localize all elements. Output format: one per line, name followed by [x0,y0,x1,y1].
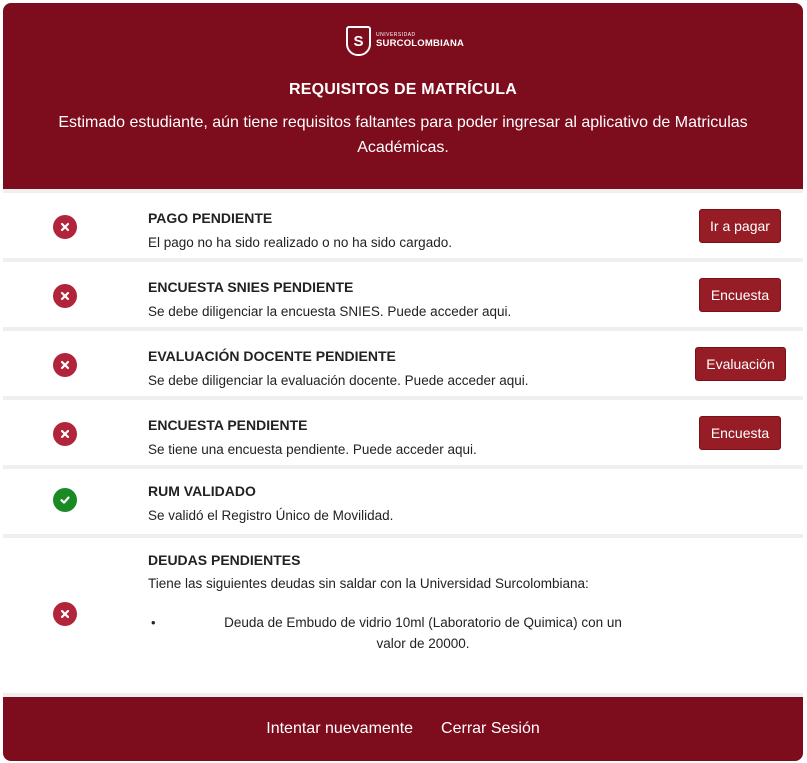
error-icon [53,422,77,446]
logout-link[interactable]: Cerrar Sesión [441,720,540,737]
debt-text: Deuda de Embudo de vidrio 10ml (Laboratorio de Quimica) con un valor de 20000. [224,615,622,651]
requirement-description: Tiene las siguientes deudas sin saldar con la Universidad Surcolombiana: [148,576,589,591]
requirement-title: EVALUACIÓN DOCENTE PENDIENTE [148,348,396,364]
requirement-row-rum [3,469,803,534]
footer-bar [3,697,803,761]
requirement-title: ENCUESTA PENDIENTE [148,417,308,433]
logo-big-text: SURCOLOMBIANA [376,38,465,50]
logo-small-text: UNIVERSIDAD [376,32,416,39]
error-icon [53,353,77,377]
retry-link[interactable]: Intentar nuevamente [266,720,414,737]
university-logo [346,25,464,57]
error-icon [53,602,77,626]
requirement-row-debts [3,538,803,693]
requirement-row-payment [3,193,803,258]
requirement-description: Se validó el Registro Único de Movilidad. [148,508,394,523]
error-icon [53,215,77,239]
snies-survey-button[interactable]: Encuesta [699,278,781,312]
requirement-title: RUM VALIDADO [148,483,256,499]
evaluation-button[interactable]: Evaluación [695,347,786,381]
requirement-title: DEUDAS PENDIENTES [148,552,301,568]
debt-list-item [148,612,648,654]
shield-logo-icon: S [346,26,371,56]
requirement-description: Se debe diligenciar la evaluación docente. Puede acceder aqui. [148,373,529,388]
requirement-description: El pago no ha sido realizado o no ha sido cargado. [148,235,452,250]
header-banner [3,3,803,189]
requirement-title: ENCUESTA SNIES PENDIENTE [148,279,354,295]
pay-button[interactable]: Ir a pagar [699,209,781,243]
requirement-description: Se tiene una encuesta pendiente. Puede acceder aqui. [148,442,477,457]
error-icon [53,284,77,308]
header-message: Estimado estudiante, aún tiene requisitos faltantes para poder ingresar al aplicativo de Matriculas Académicas. [58,114,748,156]
requirement-row-snies [3,262,803,327]
requirement-description: Se debe diligenciar la encuesta SNIES. Puede acceder aqui. [148,304,512,319]
requirement-row-survey [3,400,803,465]
check-icon [53,488,77,512]
bullet-icon: • [151,615,156,630]
page-title: REQUISITOS DE MATRÍCULA [288,81,517,98]
requirement-row-teacher-evaluation [3,331,803,396]
requirement-title: PAGO PENDIENTE [148,210,273,226]
survey-button[interactable]: Encuesta [699,416,781,450]
requirements-list [3,189,803,697]
